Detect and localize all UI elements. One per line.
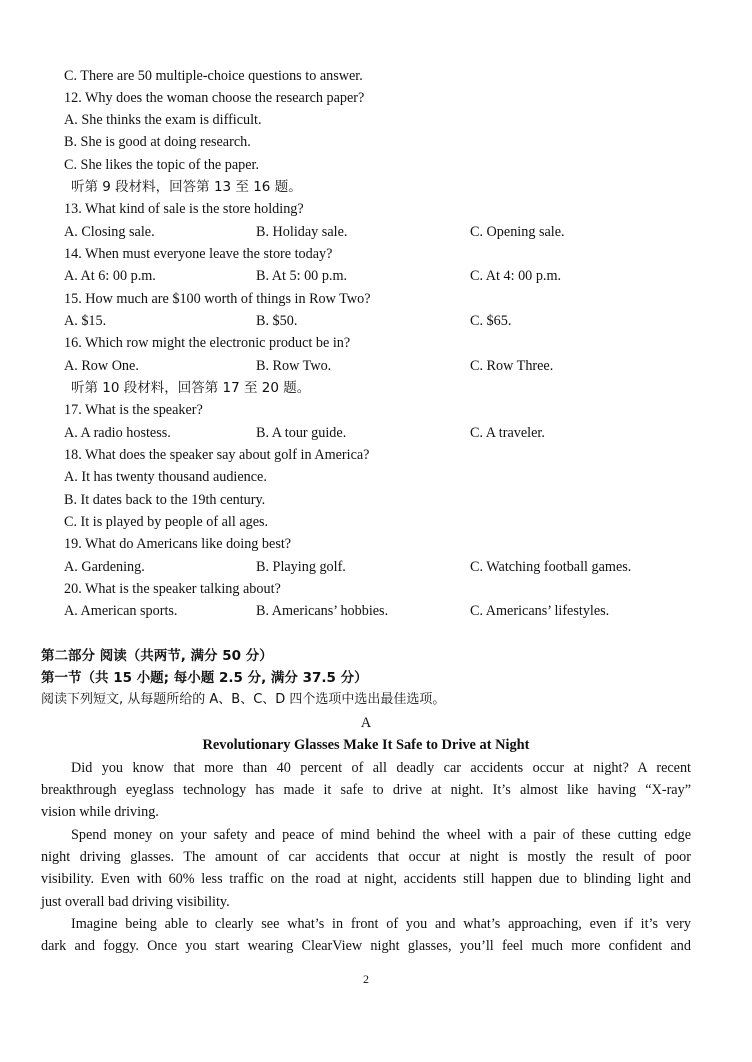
q20-option-c: C. Americans’ lifestyles. — [470, 603, 610, 619]
paragraph-2-line-1: Spend money on your safety and peace of mind behind the wheel with a pair of these cutting edge — [71, 827, 691, 843]
q12-option-b: B. She is good at doing research. — [64, 134, 251, 150]
q16-option-b: B. Row Two. — [256, 358, 332, 374]
q16-option-a: A. Row One. — [64, 358, 139, 374]
q14-option-a: A. At 6: 00 p.m. — [64, 268, 156, 284]
paragraph-2-line-3: visibility. Even with 60% less traffic on the road at night, accidents still happen due to blinding light and — [41, 871, 691, 887]
q17-option-a: A. A radio hostess. — [64, 425, 171, 441]
paragraph-1-line-2: breakthrough eyeglass technology has made it safe to drive at night. It’s almost like having “X-ray” — [41, 782, 691, 798]
q18-option-b: B. It dates back to the 19th century. — [64, 492, 266, 508]
q17-question: 17. What is the speaker? — [64, 402, 203, 418]
reading-part-title: 第二部分 阅读（共两节, 满分 50 分） — [41, 648, 273, 664]
q17-option-c: C. A traveler. — [470, 425, 545, 441]
q15-option-a: A. $15. — [64, 313, 107, 329]
q14-question: 14. When must everyone leave the store today? — [64, 246, 333, 262]
q11-option-c: C. There are 50 multiple-choice questions to answer. — [64, 68, 363, 84]
q13-option-c: C. Opening sale. — [470, 224, 565, 240]
q18-option-a: A. It has twenty thousand audience. — [64, 469, 267, 485]
q13-question: 13. What kind of sale is the store holding? — [64, 201, 304, 217]
paragraph-1-line-3: vision while driving. — [41, 804, 159, 820]
section-note-9: 听第 9 段材料，回答第 13 至 16 题。 — [71, 179, 302, 195]
section-note-10: 听第 10 段材料，回答第 17 至 20 题。 — [71, 380, 311, 396]
q20-question: 20. What is the speaker talking about? — [64, 581, 281, 597]
passage-title: Revolutionary Glasses Make It Safe to Drive at Night — [202, 737, 530, 753]
page-number: 2 — [363, 972, 369, 986]
q12-option-a: A. She thinks the exam is difficult. — [64, 112, 262, 128]
reading-instruction: 阅读下列短文, 从每题所给的 A、B、C、D 四个选项中选出最佳选项。 — [41, 692, 446, 707]
reading-section-title: 第一节（共 15 小题; 每小题 2.5 分, 满分 37.5 分） — [41, 670, 368, 686]
passage-letter: A — [360, 715, 372, 731]
q20-option-b: B. Americans’ hobbies. — [256, 603, 389, 619]
paragraph-2-line-4: just overall bad driving visibility. — [41, 894, 230, 910]
q15-question: 15. How much are $100 worth of things in Row Two? — [64, 291, 371, 307]
q18-question: 18. What does the speaker say about golf in America? — [64, 447, 370, 463]
q13-option-b: B. Holiday sale. — [256, 224, 348, 240]
q13-option-a: A. Closing sale. — [64, 224, 155, 240]
q18-option-c: C. It is played by people of all ages. — [64, 514, 269, 530]
q14-option-b: B. At 5: 00 p.m. — [256, 268, 348, 284]
q14-option-c: C. At 4: 00 p.m. — [470, 268, 562, 284]
q20-option-a: A. American sports. — [64, 603, 178, 619]
paragraph-1-line-1: Did you know that more than 40 percent of all deadly car accidents occur at night? A recent — [71, 760, 691, 776]
q19-option-b: B. Playing golf. — [256, 559, 346, 575]
paragraph-3-line-1: Imagine being able to clearly see what’s in front of you and what’s approaching, even if it’s very — [71, 916, 691, 932]
q16-option-c: C. Row Three. — [470, 358, 554, 374]
q12-question: 12. Why does the woman choose the research paper? — [64, 90, 365, 106]
q17-option-b: B. A tour guide. — [256, 425, 347, 441]
paragraph-2-line-2: night driving glasses. The amount of car accidents that occur at night is mostly the result of poor — [41, 849, 691, 865]
q19-question: 19. What do Americans like doing best? — [64, 536, 292, 552]
q16-question: 16. Which row might the electronic product be in? — [64, 335, 351, 351]
q12-option-c: C. She likes the topic of the paper. — [64, 157, 260, 173]
q15-option-c: C. $65. — [470, 313, 512, 329]
q15-option-b: B. $50. — [256, 313, 298, 329]
q19-option-c: C. Watching football games. — [470, 559, 632, 575]
paragraph-3-line-2: dark and foggy. Once you start wearing ClearView night glasses, you’ll feel much more confident and — [41, 938, 691, 954]
q19-option-a: A. Gardening. — [64, 559, 145, 575]
